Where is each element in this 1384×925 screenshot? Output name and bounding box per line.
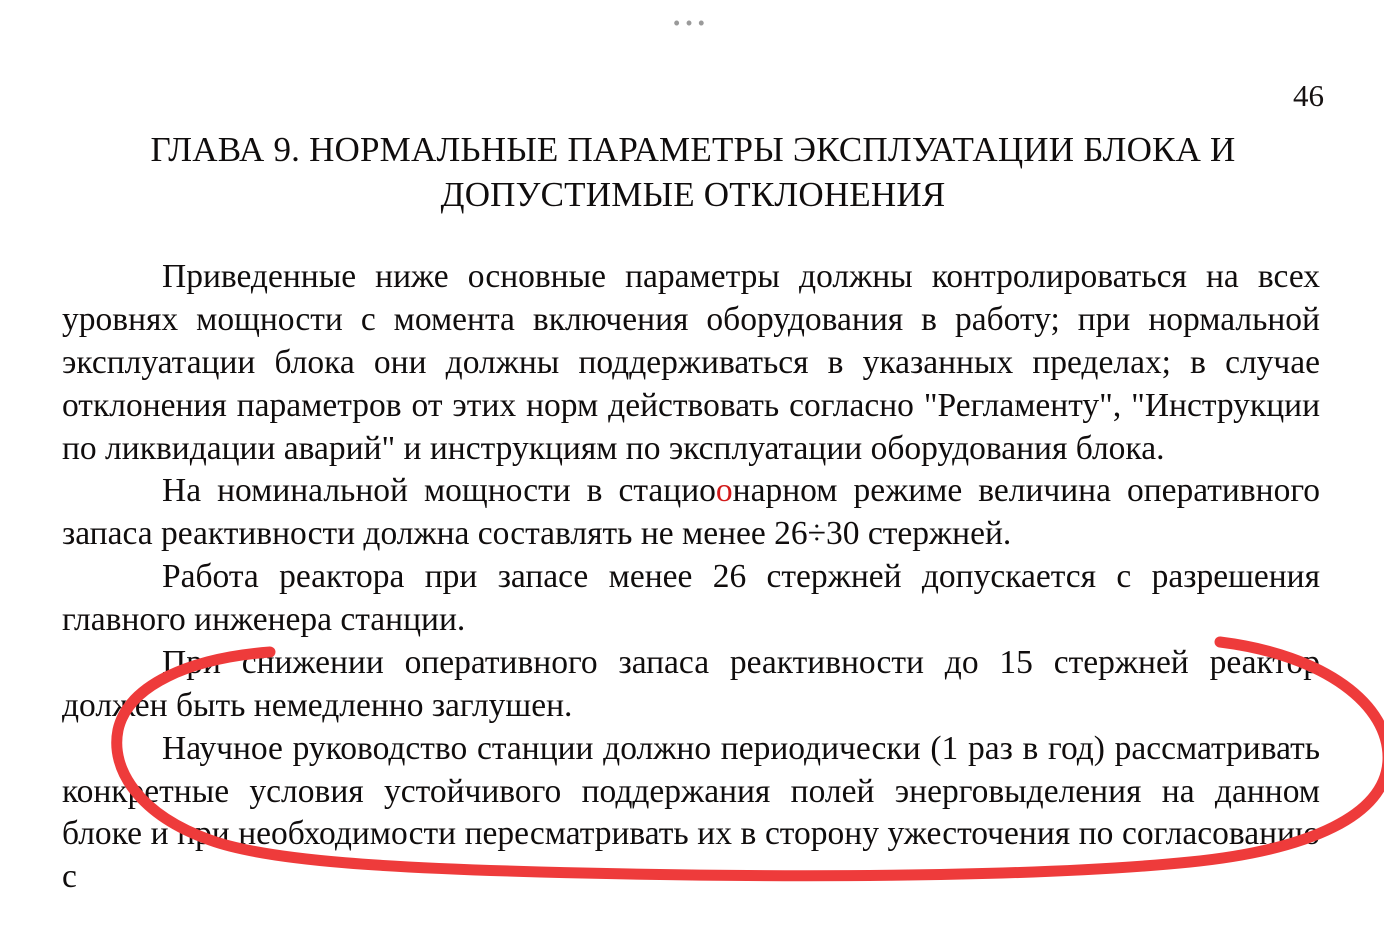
- highlighted-letter: о: [715, 472, 733, 510]
- paragraph-5: Научное руководство станции должно периодически (1 раз в год) рассматривать конкретные условия устойчивого поддержания полей энерговыделения на данном блоке и при необходимости пересматривать их в сторону ужесточения по согласованию с: [62, 729, 1320, 896]
- page-bottom-fade: [0, 899, 1384, 925]
- paragraph-4: При снижении оперативного запаса реактивности до 15 стержней реактор должен быть немедленно заглушен.: [62, 643, 1320, 724]
- document-body: [62, 256, 1320, 899]
- paragraph-1: Приведенные ниже основные параметры должны контролироваться на всех уровнях мощности с момента включения оборудования в работу; при нормальной эксплуатации блока они должны поддерживаться в указанных пределах; в случае отклонения параметров от этих норм действовать согласно "Регламенту", "Инструкции по ликвидации аварий" и инструкциям по эксплуатации оборудования блока.: [62, 258, 1320, 467]
- page-number: 46: [1293, 78, 1324, 113]
- paragraph-3: Работа реактора при запасе менее 26 стержней допускается с разрешения главного инженера станции.: [62, 558, 1320, 638]
- paragraph-2-after: нарном режиме величина оперативного запаса реактивности должна составлять не менее 26÷30 стержней.: [62, 472, 1320, 553]
- page-title: ГЛАВА 9. НОРМАЛЬНЫЕ ПАРАМЕТРЫ ЭКСПЛУАТАЦИИ БЛОКА И ДОПУСТИМЫЕ ОТКЛОНЕНИЯ: [150, 130, 1236, 214]
- paragraph-2-before: На номинальной мощности в стацио: [162, 472, 716, 510]
- page-loading-dots: •••: [673, 13, 711, 33]
- paragraph-2: [62, 470, 1320, 556]
